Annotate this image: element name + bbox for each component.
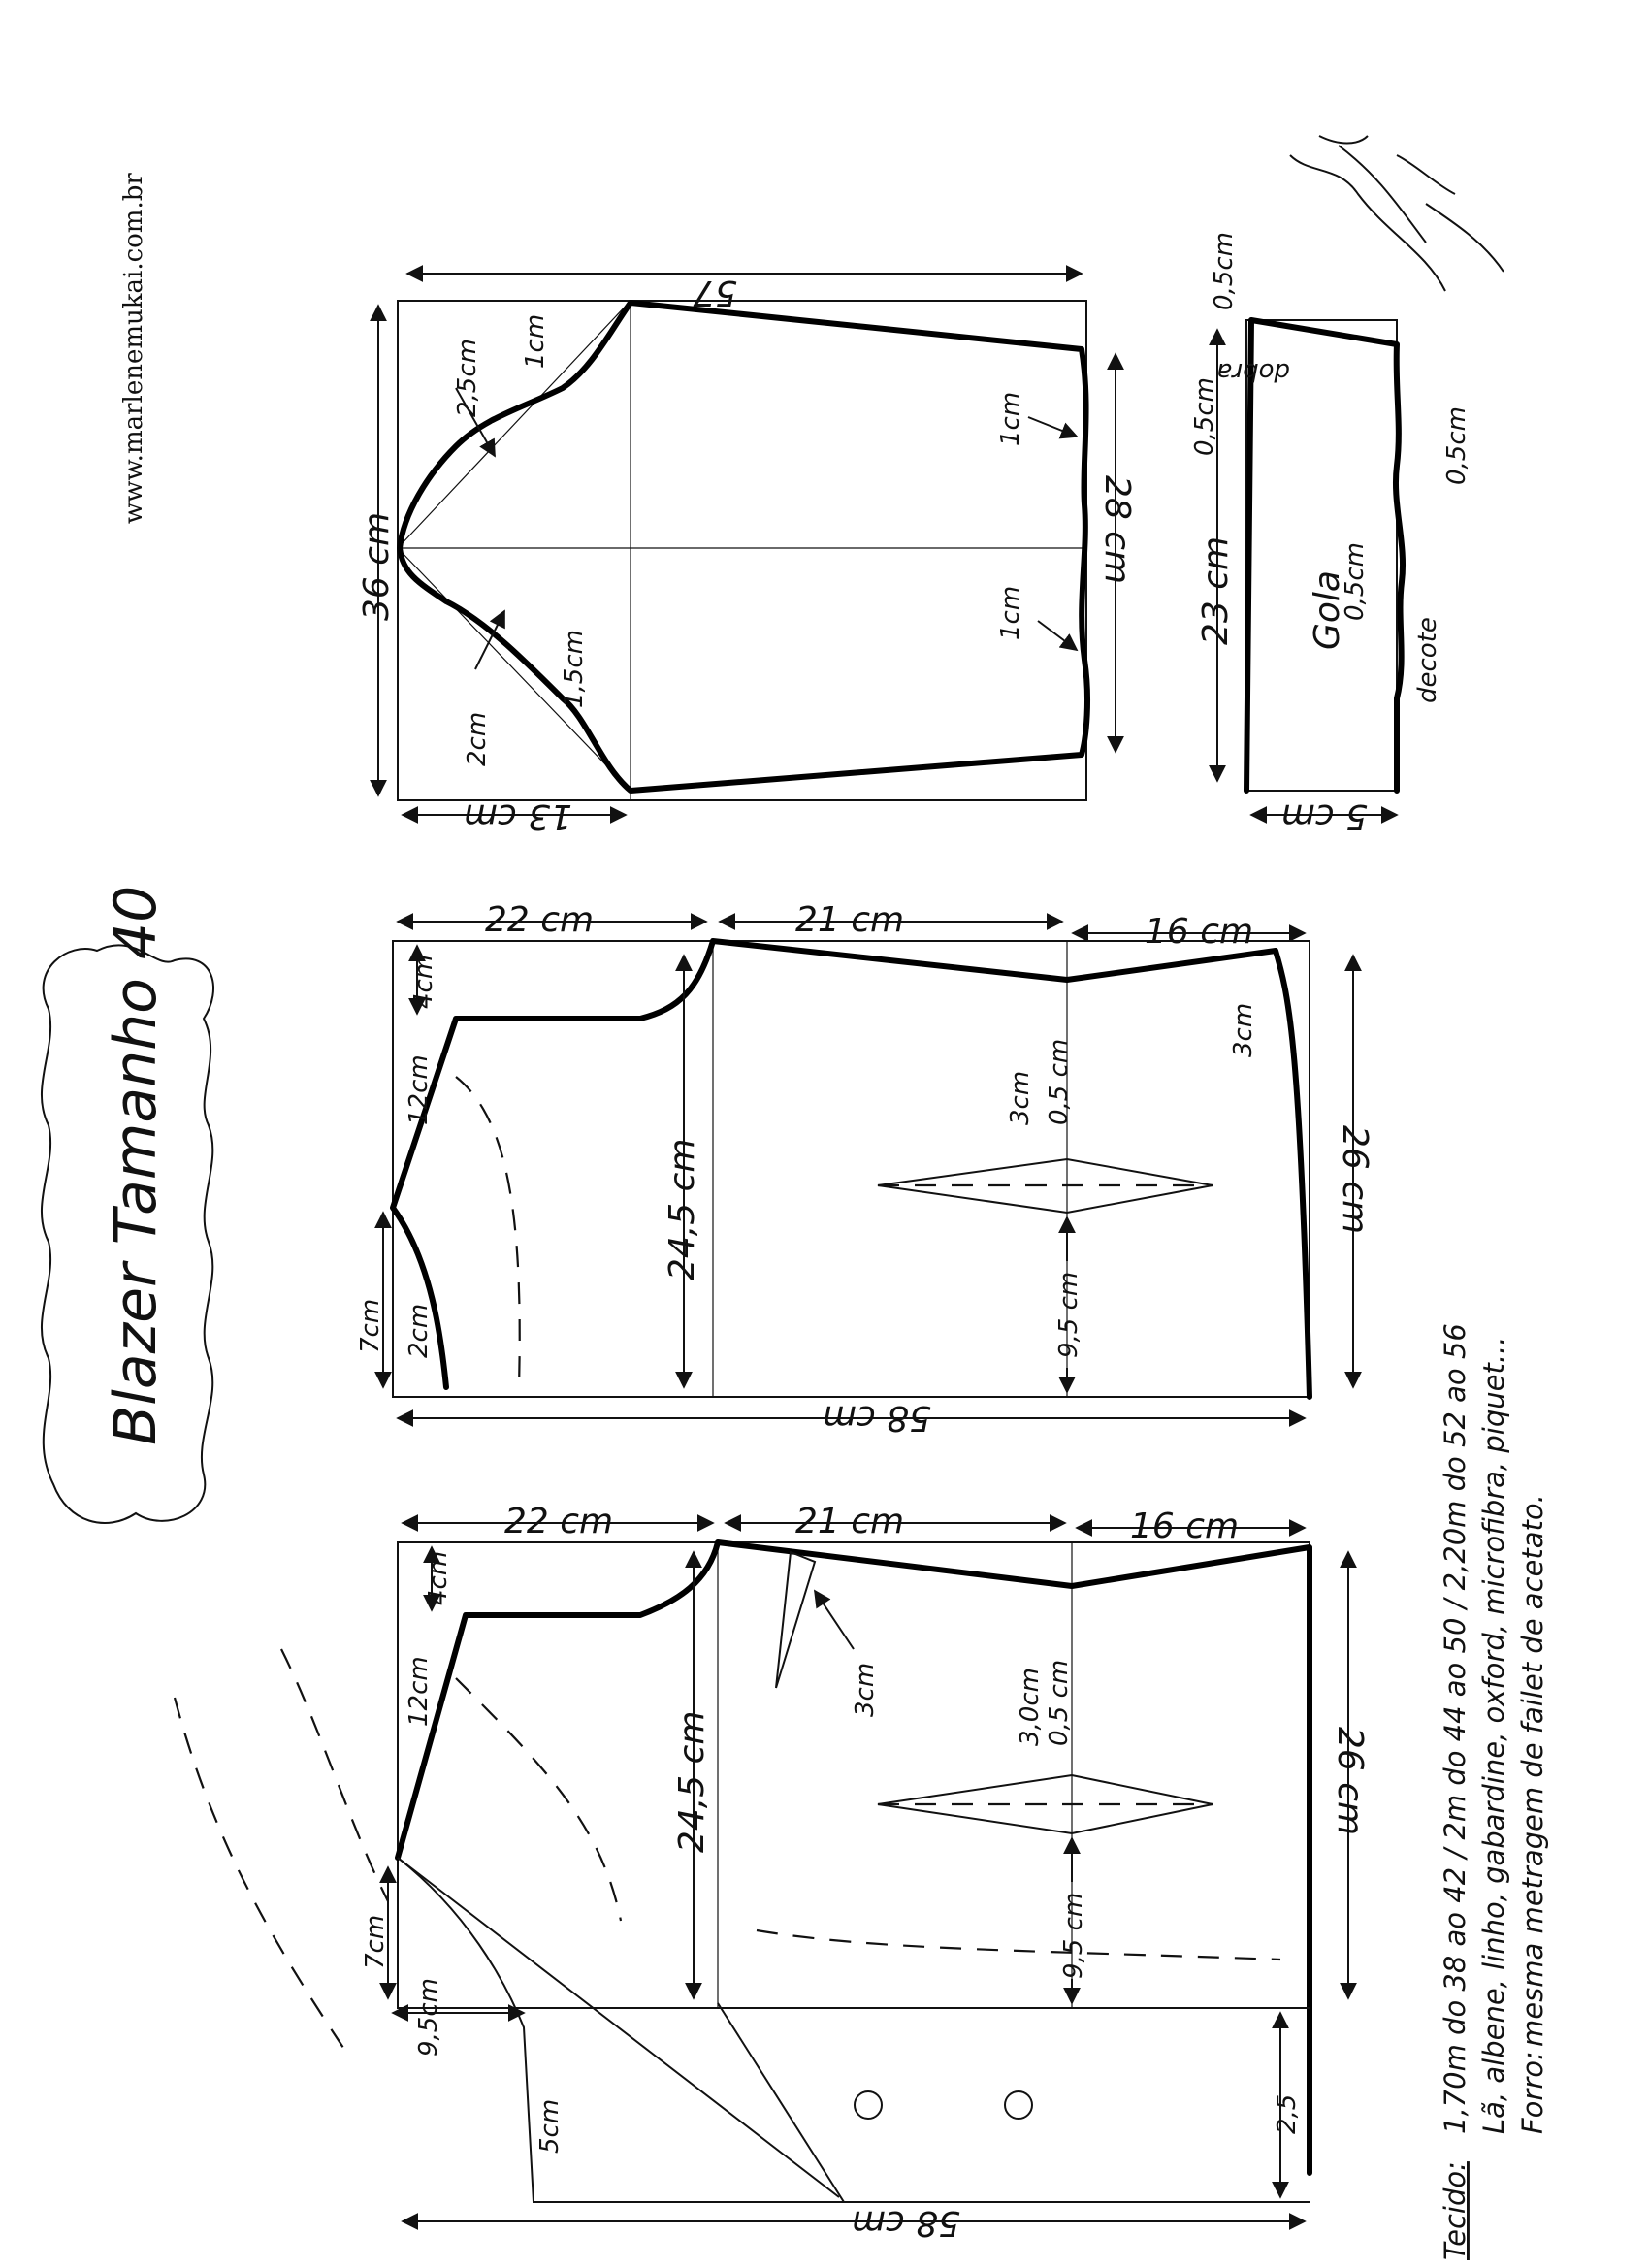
front-neck-depth-label: 7cm bbox=[361, 1914, 390, 1969]
sleeve-cap-lower-point: 2cm bbox=[463, 711, 492, 766]
title: Blazer Tamanho 40 bbox=[102, 885, 170, 1445]
sleeve-frame bbox=[398, 301, 1086, 800]
back-frame bbox=[393, 941, 1310, 1397]
sleeve-cap-width-label: 13 cm bbox=[463, 796, 572, 836]
back-total-width-label: 58 cm bbox=[822, 1398, 931, 1438]
sleeve-side-upper: 1cm bbox=[996, 391, 1025, 446]
collar-neck-offset: 0,5cm bbox=[1341, 542, 1370, 621]
sleeve-side-lower: 1cm bbox=[996, 585, 1025, 640]
collar-right-offset: 0,5cm bbox=[1442, 406, 1471, 485]
front-width-1-label: 22 cm bbox=[504, 1502, 614, 1541]
collar-left-offset: 0,5cm bbox=[1190, 377, 1219, 456]
collar-frame bbox=[1246, 320, 1397, 791]
back-width-2-label: 21 cm bbox=[795, 900, 905, 940]
front-shoulder-dart bbox=[776, 1552, 815, 1688]
back-dart-upper-label: 0,5 cm bbox=[1045, 1038, 1074, 1125]
front-armhole-depth-label: 24,5 cm bbox=[672, 1710, 712, 1853]
collar-top-offset: 0,5cm bbox=[1210, 232, 1239, 310]
front-shoulder-label: 12cm bbox=[404, 1656, 434, 1727]
website-url: www.marlenemukai.com.br bbox=[119, 173, 148, 524]
front-lapel-width-label: 5cm bbox=[535, 2098, 565, 2154]
sleeve-cap-lower-offset: 1,5cm bbox=[560, 630, 589, 708]
collar-length-label: 23 cm bbox=[1196, 535, 1236, 645]
back-outline bbox=[393, 941, 1310, 1397]
lining-text: mesma metragem de failet de acetato. bbox=[1516, 1494, 1549, 2047]
front-button-band-label: 2,5 bbox=[1273, 2093, 1302, 2134]
collar-fold-label: dobra bbox=[1216, 357, 1290, 386]
front-total-width-label: 58 cm bbox=[851, 2203, 960, 2243]
sleeve-length-label: 57 bbox=[693, 273, 737, 312]
collar-neck-label: decote bbox=[1413, 617, 1442, 703]
front-shoulder-dart-label: 3cm bbox=[851, 1662, 880, 1717]
signature-icon bbox=[1290, 136, 1504, 291]
front-side-height-label: 26 cm bbox=[1330, 1727, 1370, 1836]
back-neck-width-label: 2cm bbox=[404, 1303, 434, 1358]
back-side-height-label: 26 cm bbox=[1335, 1125, 1374, 1235]
sleeve-pattern bbox=[357, 273, 1137, 836]
front-dart-upper-label: 0,5 cm bbox=[1045, 1659, 1074, 1746]
back-shoulder-label: 12cm bbox=[404, 1054, 434, 1125]
button-2-icon bbox=[1005, 2091, 1032, 2119]
sleeve-cap-height-label: 36 cm bbox=[357, 511, 397, 621]
back-pattern bbox=[356, 900, 1374, 1438]
sleeve-cap-upper-point: 1cm bbox=[521, 313, 550, 369]
fabric-label: Tecido: bbox=[1439, 2161, 1471, 2260]
button-1-icon bbox=[855, 2091, 882, 2119]
front-lapel-line bbox=[398, 1858, 1310, 2202]
back-armhole-depth-label: 24,5 cm bbox=[663, 1138, 702, 1280]
fabric-notes bbox=[1439, 1323, 1549, 2260]
back-shoulder-drop-label: 4cm bbox=[409, 954, 438, 1009]
front-width-3-label: 16 cm bbox=[1130, 1507, 1240, 1546]
collar-name: Gola bbox=[1308, 570, 1347, 650]
front-dart-width-label: 3,0cm bbox=[1016, 1668, 1045, 1746]
front-lapel-depth-label: 9,5cm bbox=[414, 1978, 443, 2057]
front-outline bbox=[398, 1542, 1310, 2173]
sleeve-outline bbox=[400, 303, 1087, 791]
collar-outline bbox=[1246, 320, 1403, 791]
sleeve-hem-width-label: 28 cm bbox=[1097, 475, 1137, 585]
front-shoulder-drop-label: 4cm bbox=[424, 1550, 453, 1605]
back-corner-label: 3cm bbox=[1229, 1002, 1258, 1057]
lining-label: Forro: bbox=[1516, 2051, 1549, 2134]
fabric-types: Lã, albene, linho, gabardine, oxford, microfibra, piquet... bbox=[1477, 1336, 1510, 2134]
back-dart-width-label: 3cm bbox=[1006, 1070, 1035, 1125]
front-width-2-label: 21 cm bbox=[795, 1502, 905, 1541]
sleeve-cap-upper-offset: 2,5cm bbox=[453, 339, 482, 417]
back-width-1-label: 22 cm bbox=[485, 900, 595, 940]
front-dart-lower-label: 9,5 cm bbox=[1059, 1892, 1088, 1979]
collar-width-label: 5 cm bbox=[1280, 796, 1368, 836]
collar-pattern bbox=[1190, 232, 1471, 836]
fabric-amounts: 1,70m do 38 ao 42 / 2m do 44 ao 50 / 2,20m do 52 ao 56 bbox=[1439, 1323, 1471, 2134]
back-neck-depth-label: 7cm bbox=[356, 1298, 385, 1353]
front-pattern bbox=[175, 1502, 1370, 2243]
back-dart-lower-label: 9,5 cm bbox=[1054, 1271, 1083, 1358]
back-width-3-label: 16 cm bbox=[1145, 912, 1254, 952]
title-cloud bbox=[42, 886, 213, 1523]
